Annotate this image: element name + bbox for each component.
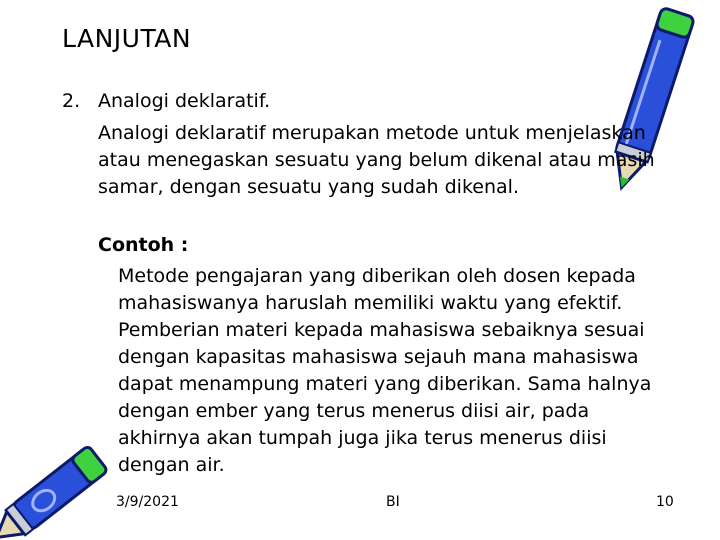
list-number: 2.	[62, 90, 81, 112]
footer-page-number: 10	[656, 494, 674, 510]
example-paragraph: Metode pengajaran yang diberikan oleh dosen kepada mahasiswanya haruslah memiliki waktu yang efektif. Pemberian materi kepada mahasiswa sebaiknya sesuai dengan kapasitas mahasiswa sejauh mana mahasiswa dapat menampung materi yang diberikan. Sama halnya dengan ember yang terus menerus diisi air, pada akhirnya akan tumpah juga jika terus menerus diisi dengan air.	[118, 265, 652, 476]
footer-center-text: BI	[386, 494, 400, 510]
list-item-heading: Analogi deklaratif.	[98, 90, 271, 112]
slide-title: LANJUTAN	[62, 24, 192, 53]
example-label: Contoh :	[98, 234, 189, 256]
definition-paragraph: Analogi deklaratif merupakan metode untuk menjelaskan atau menegaskan sesuatu yang belum dikenal atau masih samar, dengan sesuatu yang sudah dikenal.	[98, 122, 655, 198]
footer-date: 3/9/2021	[116, 494, 179, 510]
pen-left-icon	[0, 430, 125, 540]
